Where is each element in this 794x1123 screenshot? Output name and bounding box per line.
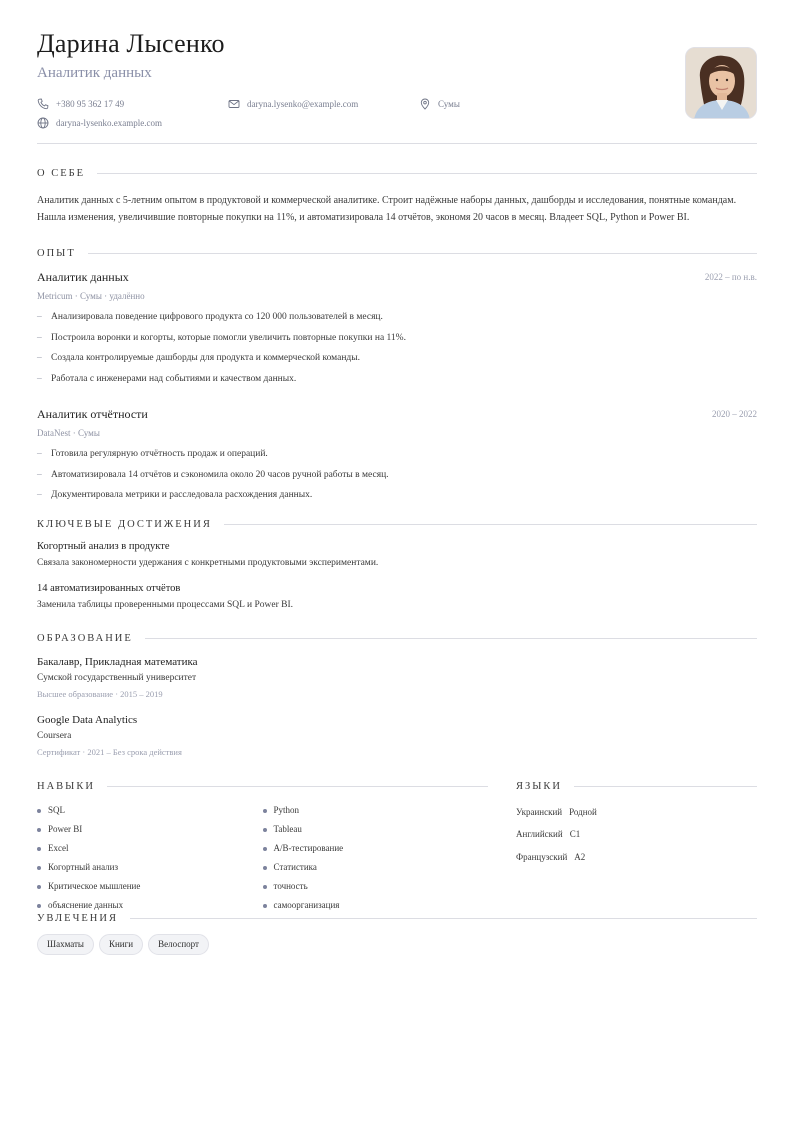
experience-section <box>37 248 757 506</box>
candidate-role: Аналитик данных <box>37 65 152 82</box>
school-name: Coursera <box>37 730 72 741</box>
skills-section <box>37 781 488 915</box>
languages-section <box>516 781 757 869</box>
skill-item: Excel <box>37 839 263 858</box>
phone-icon <box>37 98 49 110</box>
about-title: О СЕБЕ <box>37 168 86 180</box>
education-section <box>37 633 757 757</box>
job-dates: 2022 – по н.в. <box>704 272 757 283</box>
resume-page <box>37 28 757 955</box>
job-organization: DataNest · Сумы <box>37 428 100 439</box>
hobbies-title: УВЛЕЧЕНИЯ <box>37 912 118 924</box>
mail-icon <box>228 98 240 110</box>
job-entry <box>37 407 757 506</box>
email-text: daryna.lysenko@example.com <box>247 99 359 110</box>
job-bullet: – Готовила регулярную отчётность продаж и операций. <box>37 444 757 465</box>
skill-item: точность <box>263 877 489 896</box>
education-title: ОБРАЗОВАНИЕ <box>37 632 133 644</box>
section-heading <box>37 633 757 644</box>
language-level: A2 <box>574 851 586 862</box>
section-heading <box>37 248 757 259</box>
skill-item: SQL <box>37 801 263 820</box>
job-bullets <box>37 444 757 506</box>
contact-list <box>37 98 757 138</box>
education-meta: Сертификат · 2021 – Без срока действия <box>37 746 182 757</box>
job-bullet: – Создала контролируемые дашборды для продукта и коммерческой команды. <box>37 348 757 369</box>
language-name: Французский <box>516 851 568 862</box>
language-item <box>516 823 757 846</box>
hobbies-section <box>37 913 757 955</box>
section-divider <box>130 918 757 919</box>
resume-header <box>37 28 757 144</box>
section-divider <box>574 786 757 787</box>
section-divider <box>97 173 757 174</box>
skill-item: объяснение данных <box>37 896 263 915</box>
skill-item: Статистика <box>263 858 489 877</box>
achievement-title: Когортный анализ в продукте <box>37 540 170 552</box>
contact-email[interactable] <box>228 98 358 110</box>
skill-item: самоорганизация <box>263 896 489 915</box>
degree-title: Бакалавр, Прикладная математика <box>37 655 198 668</box>
skill-column <box>263 801 489 915</box>
hobby-chip: Велоспорт <box>148 934 209 955</box>
job-bullets <box>37 307 757 389</box>
skill-item: Power BI <box>37 820 263 839</box>
language-level: Родной <box>569 806 597 817</box>
achievements-title: КЛЮЧЕВЫЕ ДОСТИЖЕНИЯ <box>37 518 212 530</box>
section-divider <box>224 524 757 525</box>
skill-item: Критическое мышление <box>37 877 263 896</box>
job-title: Аналитик отчётности <box>37 407 148 422</box>
section-divider <box>88 253 757 254</box>
skill-item: Python <box>263 801 489 820</box>
job-bullet: – Работала с инженерами над событиями и качеством данных. <box>37 369 757 390</box>
section-divider <box>107 786 488 787</box>
about-text: Аналитик данных с 5-летним опытом в продуктовой и коммерческой аналитике. Строит надёжные наборы данных, дашборды и исследования, понятные командам. Нашла изменения, увеличившие повторные покупки на 11%, и автоматизировала 14 отчётов, экономя 20 часов в месяц. Владеет SQL, Python и Power BI. <box>37 195 737 224</box>
language-name: Украинский <box>516 806 563 817</box>
section-heading <box>516 781 757 792</box>
location-pin-icon <box>419 98 431 110</box>
education-item <box>37 714 757 757</box>
skills-languages-row <box>37 781 757 911</box>
job-title: Аналитик данных <box>37 270 129 285</box>
language-level: C1 <box>569 829 581 840</box>
experience-title: ОПЫТ <box>37 248 76 260</box>
header-divider <box>37 143 757 144</box>
achievement-title: 14 автоматизированных отчётов <box>37 582 181 594</box>
skill-columns <box>37 801 488 915</box>
job-bullet: – Анализировала поведение цифрового продукта со 120 000 пользователей в месяц. <box>37 307 757 328</box>
degree-title: Google Data Analytics <box>37 713 138 726</box>
section-heading <box>37 781 488 792</box>
job-entry <box>37 270 757 389</box>
language-item <box>516 846 757 869</box>
job-dates: 2020 – 2022 <box>712 409 757 420</box>
candidate-name: Дарина Лысенко <box>37 29 225 58</box>
skill-column <box>37 801 263 915</box>
achievement-description: Связала закономерности удержания с конкретными продуктовыми экспериментами. <box>37 557 379 568</box>
hobby-chip: Шахматы <box>37 934 94 955</box>
hobby-chips <box>37 934 757 955</box>
achievement-item <box>37 583 757 610</box>
languages-title: ЯЗЫКИ <box>516 780 563 792</box>
skill-item: Когортный анализ <box>37 858 263 877</box>
phone-text: +380 95 362 17 49 <box>56 99 125 110</box>
about-section <box>37 168 757 226</box>
achievement-description: Заменила таблицы проверенными процессами SQL и Power BI. <box>37 599 293 610</box>
city-text: Сумы <box>438 99 460 110</box>
website-text: daryna-lysenko.example.com <box>56 118 162 129</box>
language-item <box>516 801 757 824</box>
achievements-section <box>37 519 757 610</box>
contact-location <box>419 98 460 110</box>
job-organization: Metricum · Сумы · удалённо <box>37 291 145 302</box>
hobby-chip: Книги <box>99 934 143 955</box>
skill-item: Tableau <box>263 820 489 839</box>
education-item <box>37 656 757 699</box>
education-meta: Высшее образование · 2015 – 2019 <box>37 688 163 699</box>
section-heading <box>37 168 757 179</box>
job-bullet: – Построила воронки и когорты, которые помогли увеличить повторные покупки на 11%. <box>37 328 757 349</box>
globe-icon <box>37 117 49 129</box>
language-list <box>516 801 757 869</box>
school-name: Сумской государственный университет <box>37 672 197 683</box>
section-heading <box>37 519 757 530</box>
skills-title: НАВЫКИ <box>37 780 95 792</box>
job-bullet: – Документировала метрики и расследовала расхождения данных. <box>37 485 757 506</box>
job-bullet: – Автоматизировала 14 отчётов и сэкономила около 20 часов ручной работы в месяц. <box>37 465 757 486</box>
contact-website[interactable] <box>37 117 162 129</box>
contact-phone[interactable] <box>37 98 124 110</box>
section-divider <box>145 638 757 639</box>
achievement-item <box>37 541 757 568</box>
language-name: Английский <box>516 829 563 840</box>
skill-item: A/B-тестирование <box>263 839 489 858</box>
